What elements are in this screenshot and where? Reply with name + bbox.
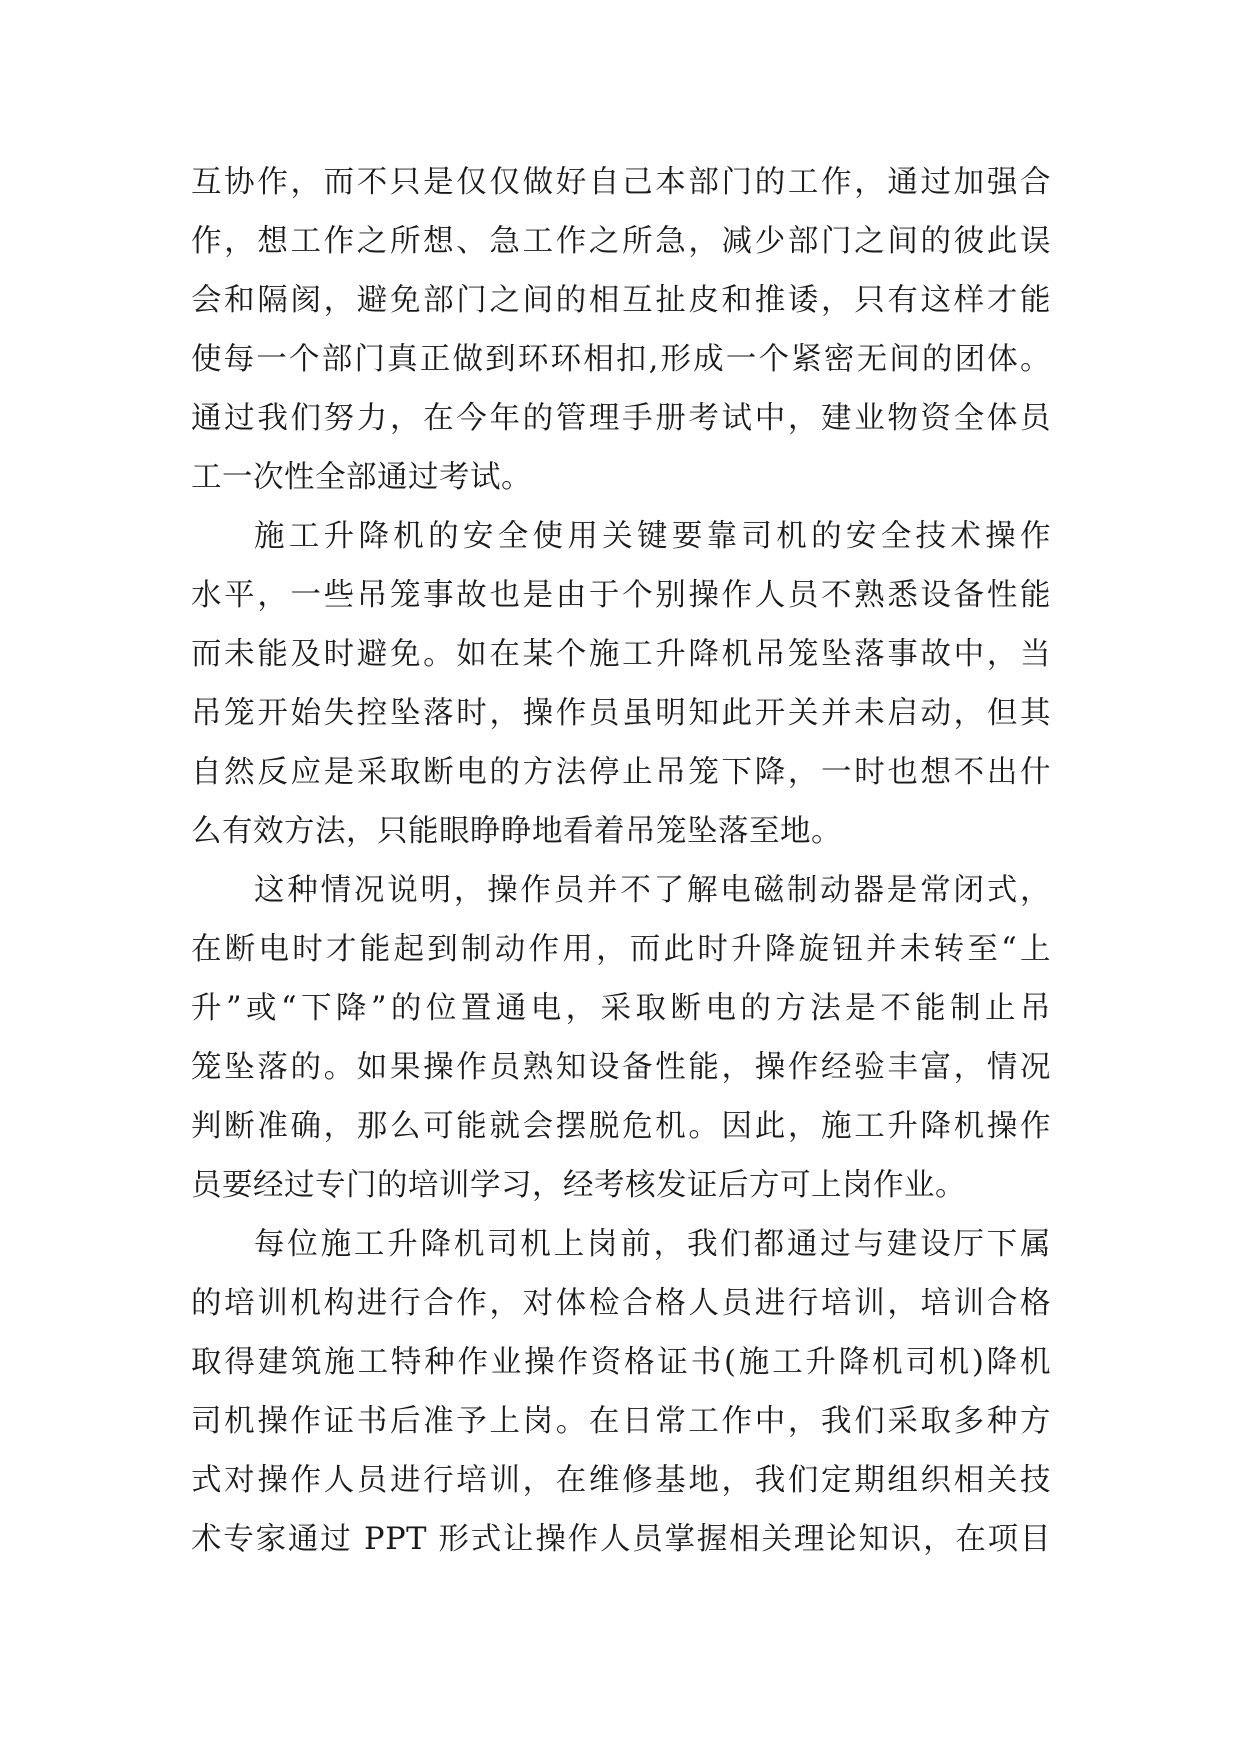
text-line: 使每一个部门真正做到环环相扣,形成一个紧密无间的团体。 <box>191 342 1051 377</box>
text-line: 水平，一些吊笼事故也是由于个别操作人员不熟悉设备性能 <box>191 578 1051 613</box>
text-line: 而未能及时避免。如在某个施工升降机吊笼坠落事故中，当 <box>191 637 1051 672</box>
text-line: 的培训机构进行合作，对体检合格人员进行培训，培训合格 <box>191 1286 1051 1321</box>
text-line: 每位施工升降机司机上岗前，我们都通过与建设厅下属 <box>254 1227 1051 1262</box>
text-line: 作，想工作之所想、急工作之所急，减少部门之间的彼此误 <box>191 224 1051 259</box>
text-line: 判断准确，那么可能就会摆脱危机。因此，施工升降机操作 <box>191 1109 1051 1144</box>
text-line: 么有效方法，只能眼睁睁地看着吊笼坠落至地。 <box>191 814 842 849</box>
text-line: 员要经过专门的培训学习，经考核发证后方可上岗作业。 <box>191 1168 966 1203</box>
body-text <box>191 153 1051 1569</box>
text-line: 笼坠落的。如果操作员熟知设备性能，操作经验丰富，情况 <box>191 1050 1051 1085</box>
text-line: 通过我们努力，在今年的管理手册考试中，建业物资全体员 <box>191 401 1051 436</box>
text-line: 升”或“下降”的位置通电，采取断电的方法是不能制止吊 <box>191 991 1051 1026</box>
text-line: 司机操作证书后准予上岗。在日常工作中，我们采取多种方 <box>191 1404 1051 1439</box>
text-line: 术专家通过 PPT 形式让操作人员掌握相关理论知识，在项目 <box>191 1522 1051 1557</box>
text-line: 这种情况说明，操作员并不了解电磁制动器是常闭式， <box>254 873 1051 908</box>
text-line: 施工升降机的安全使用关键要靠司机的安全技术操作 <box>254 519 1051 554</box>
text-line: 吊笼开始失控坠落时，操作员虽明知此开关并未启动，但其 <box>191 696 1051 731</box>
text-line: 自然反应是采取断电的方法停止吊笼下降，一时也想不出什 <box>191 755 1051 790</box>
text-line: 取得建筑施工特种作业操作资格证书(施工升降机司机)降机 <box>191 1345 1051 1380</box>
text-line: 会和隔阂，避免部门之间的相互扯皮和推诿，只有这样才能 <box>191 283 1051 318</box>
text-line: 在断电时才能起到制动作用，而此时升降旋钮并未转至“上 <box>191 932 1051 967</box>
text-line: 式对操作人员进行培训，在维修基地，我们定期组织相关技 <box>191 1463 1051 1498</box>
text-line: 工一次性全部通过考试。 <box>191 460 532 495</box>
text-line: 互协作，而不只是仅仅做好自己本部门的工作，通过加强合 <box>191 165 1051 200</box>
